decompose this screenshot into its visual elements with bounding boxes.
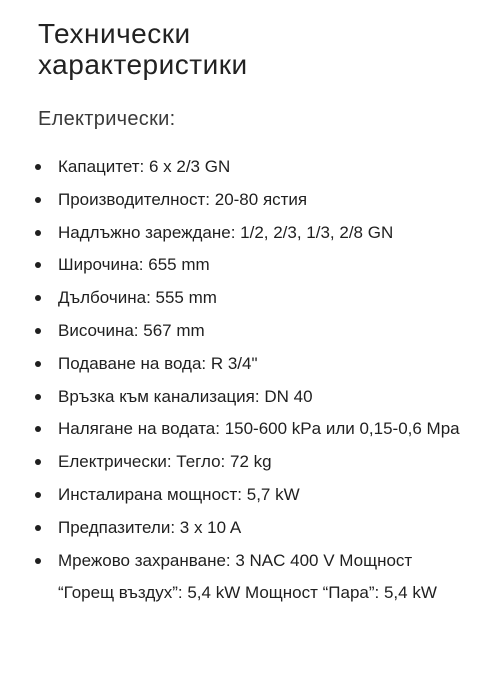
spec-text: Подаване на вода: R 3/4" <box>58 353 258 373</box>
bullet-icon <box>35 558 41 564</box>
bullet-icon <box>35 459 41 465</box>
spec-text: Връзка към канализация: DN 40 <box>58 386 313 406</box>
spec-text: Предпазители: 3 x 10 A <box>58 517 242 537</box>
spec-item-productivity <box>38 184 468 217</box>
spec-text: Дълбочина: 555 mm <box>58 288 217 308</box>
bullet-icon <box>35 164 41 170</box>
spec-text: Надлъжно зареждане: 1/2, 2/3, 1/3, 2/8 GN <box>58 222 394 242</box>
spec-text: Широчина: 655 mm <box>58 255 210 275</box>
spec-item-capacity <box>38 151 468 184</box>
spec-text: Инсталирана мощност: 5,7 kW <box>58 484 300 504</box>
bullet-icon <box>35 426 41 432</box>
spec-item-width <box>38 249 468 282</box>
bullet-icon <box>35 525 41 531</box>
spec-item-drain-connection <box>38 381 468 414</box>
section-subtitle: Електрически: <box>38 108 176 130</box>
spec-text: Мрежово захранване: 3 NAC 400 V Мощност “Горещ въздух”: 5,4 kW Мощност “Пара”: 5,4 kW <box>58 550 437 603</box>
spec-item-loading <box>38 217 468 250</box>
spec-text: Налягане на водата: 150-600 kPa или 0,15-0,6 Mpa <box>58 419 460 439</box>
spec-text: Производителност: 20-80 ястия <box>58 189 308 209</box>
spec-item-water-supply <box>38 348 468 381</box>
spec-item-installed-power <box>38 479 468 512</box>
bullet-icon <box>35 492 41 498</box>
page-title-line-2: характеристики <box>38 49 248 80</box>
spec-text: Височина: 567 mm <box>58 320 205 340</box>
page-title-line-1: Технически <box>38 18 191 49</box>
spec-text: Капацитет: 6 x 2/3 GN <box>58 157 231 176</box>
spec-text: Електрически: Тегло: 72 kg <box>58 452 272 472</box>
bullet-icon <box>35 361 41 367</box>
spec-item-power-supply <box>38 545 468 611</box>
spec-item-depth <box>38 282 468 315</box>
bullet-icon <box>35 295 41 301</box>
spec-item-height <box>38 315 468 348</box>
spec-item-weight <box>38 446 468 479</box>
bullet-icon <box>35 230 41 236</box>
bullet-icon <box>35 394 41 400</box>
spec-list <box>38 151 468 610</box>
bullet-icon <box>35 328 41 334</box>
page-title <box>38 14 468 80</box>
bullet-icon <box>35 262 41 268</box>
spec-item-water-pressure <box>38 413 468 446</box>
spec-item-fuses <box>38 512 468 545</box>
bullet-icon <box>35 197 41 203</box>
